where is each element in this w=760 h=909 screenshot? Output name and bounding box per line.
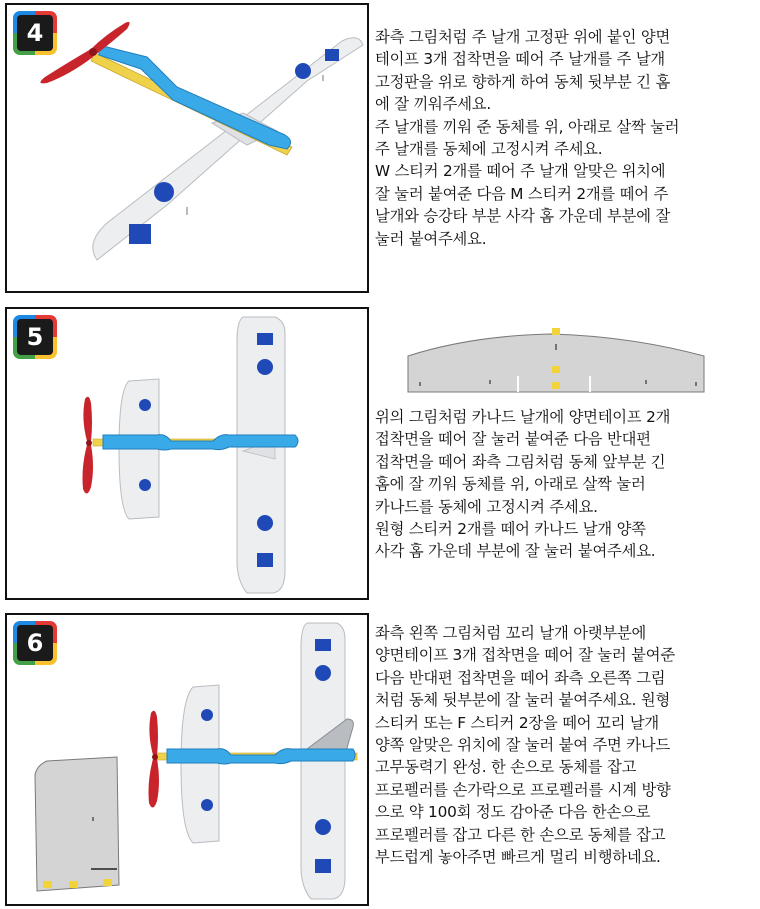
step-4-line: 주 날개를 동체에 고정시켜 주세요. xyxy=(375,140,603,159)
step-6-line: 처럼 동체 뒷부분에 잘 눌러 붙여주세요. 원형 xyxy=(375,691,671,710)
step-6-line: 고무동력기 완성. 한 손으로 동체를 잡고 xyxy=(375,758,637,777)
step-6-line: 좌측 왼쪽 그림처럼 꼬리 날개 아랫부분에 xyxy=(375,624,647,642)
propeller-icon xyxy=(83,397,94,494)
step-6-airplane-illustration xyxy=(7,615,367,904)
step-6-panel xyxy=(5,613,369,906)
step-5-line: 위의 그림처럼 카나드 날개에 양면테이프 2개 xyxy=(375,408,671,426)
step-6-line: 프로펠러를 잡고 다른 한 손으로 동체를 잡고 xyxy=(375,825,666,844)
step-6-number: 6 xyxy=(17,625,53,661)
step-5-badge xyxy=(13,315,57,359)
step-5-line: 홈에 잘 끼워 동체를 위, 아래로 살짝 눌러 xyxy=(375,475,646,494)
step-6-line: 스티커 또는 F 스티커 2장을 떼어 꼬리 날개 xyxy=(375,713,659,732)
step-6-description xyxy=(375,622,757,868)
step-4-description xyxy=(375,26,757,250)
step-4-badge xyxy=(13,11,57,55)
step-4-line: 고정판을 위로 향하게 하여 동체 뒷부분 긴 홈 xyxy=(375,72,671,91)
canard-part-icon xyxy=(400,326,710,396)
step-6-line: 양면테이프 3개 접착면을 떼어 잘 눌러 붙여준 xyxy=(375,646,675,665)
step-5-panel xyxy=(5,307,369,600)
step-4-line: 에 잘 끼워주세요. xyxy=(375,95,492,114)
step-5-number: 5 xyxy=(17,319,53,355)
step-4-line: 주 날개를 끼워 준 동체를 위, 아래로 살짝 눌러 xyxy=(375,117,680,136)
step-4-airplane-illustration xyxy=(7,5,367,291)
step-4-line: 날개와 승강타 부분 사각 홈 가운데 부분에 잘 xyxy=(375,207,671,226)
step-5-line: 카나드를 동체에 고정시켜 주세요. xyxy=(375,497,598,516)
step-4-line: 잘 눌러 붙여준 다음 M 스티커 2개를 떼어 주 xyxy=(375,184,669,203)
step-5-line: 사각 홈 가운데 부분에 잘 눌러 붙여주세요. xyxy=(375,542,656,561)
step-4-panel xyxy=(5,3,369,293)
step-6-line: 으로 약 100회 정도 감아준 다음 한손으로 xyxy=(375,803,651,822)
step-4-line: W 스티커 2개를 떼어 주 날개 알맞은 위치에 xyxy=(375,162,666,181)
step-6-line: 부드럽게 놓아주면 빠르게 멀리 비행하네요. xyxy=(375,848,661,867)
step-5-airplane-illustration xyxy=(7,309,367,598)
step-4-line: 테이프 3개 접착면을 떼어 주 날개를 주 날개 xyxy=(375,50,665,69)
tail-part-icon xyxy=(35,757,119,891)
step-6-line: 다음 반대편 접착면을 떼어 좌측 오른쪽 그림 xyxy=(375,668,666,687)
step-6-line: 프로펠러를 손가락으로 프로펠러를 시계 방향 xyxy=(375,780,671,799)
step-4-line: 눌러 붙여주세요. xyxy=(375,229,487,248)
step-5-line: 원형 스티커 2개를 떼어 카나드 날개 양쪽 xyxy=(375,520,646,539)
step-4-number: 4 xyxy=(17,15,53,51)
step-5-description xyxy=(375,406,757,563)
step-6-line: 양쪽 알맞은 위치에 잘 눌러 붙여 주면 카나드 xyxy=(375,736,671,755)
step-4-line: 좌측 그림처럼 주 날개 고정판 위에 붙인 양면 xyxy=(375,28,671,46)
step-5-line: 접착면을 떼어 잘 눌러 붙여준 다음 반대편 xyxy=(375,430,651,449)
step-6-badge xyxy=(13,621,57,665)
step-5-line: 접착면을 떼어 좌측 그림처럼 동체 앞부분 긴 xyxy=(375,452,666,471)
